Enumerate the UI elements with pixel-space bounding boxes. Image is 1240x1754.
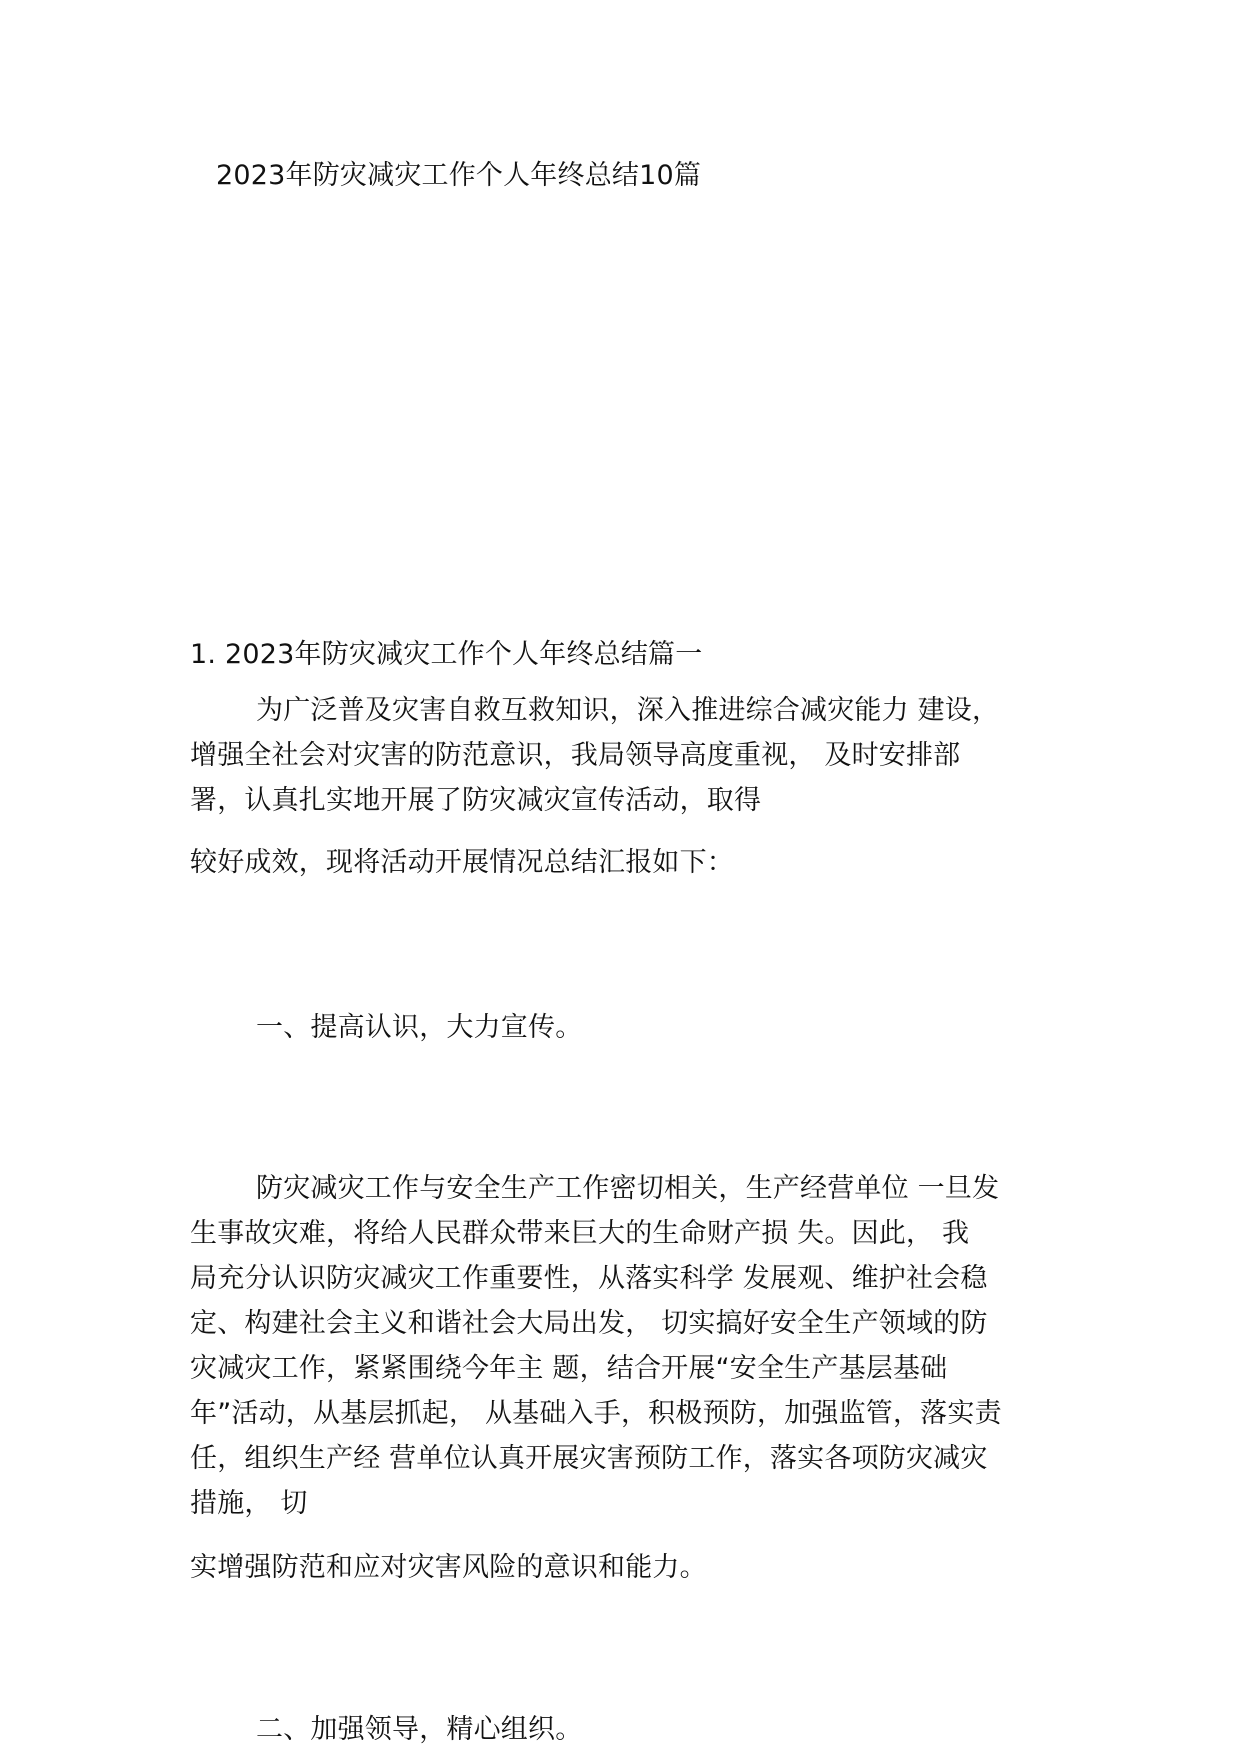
paragraph-1-line-2: 生事故灾难，将给人民群众带来巨大的生命财产损 失。因此， 我 bbox=[190, 1218, 970, 1249]
document-title: 2023年防灾减灾工作个人年终总结10篇 bbox=[216, 160, 702, 191]
intro-line-2: 增强全社会对灾害的防范意识，我局领导高度重视， 及时安排部 bbox=[190, 740, 961, 771]
paragraph-1-tail: 实增强防范和应对灾害风险的意识和能力。 bbox=[190, 1552, 707, 1583]
heading-1: 一、提高认识，大力宣传。 bbox=[256, 1012, 583, 1043]
intro-line-1: 为广泛普及灾害自救互救知识，深入推进综合减灾能力 建设， bbox=[256, 695, 1000, 726]
paragraph-1-line-7: 任，组织生产经 营单位认真开展灾害预防工作，落实各项防灾减灾 bbox=[190, 1443, 988, 1474]
paragraph-1-line-6: 年”活动，从基层抓起， 从基础入手，积极预防，加强监管，落实责 bbox=[190, 1398, 1002, 1429]
paragraph-1-line-4: 定、构建社会主义和谐社会大局出发， 切实搞好安全生产领域的防 bbox=[190, 1308, 988, 1339]
heading-2: 二、加强领导，精心组织。 bbox=[256, 1714, 583, 1745]
paragraph-1-line-8: 措施， 切 bbox=[190, 1488, 308, 1519]
intro-line-3: 署，认真扎实地开展了防灾减灾宣传活动，取得 bbox=[190, 785, 762, 816]
paragraph-1-line-5: 灾减灾工作，紧紧围绕今年主 题，结合开展“安全生产基层基础 bbox=[190, 1353, 948, 1384]
intro-tail: 较好成效，现将活动开展情况总结汇报如下： bbox=[190, 847, 734, 878]
paragraph-1-line-1: 防灾减灾工作与安全生产工作密切相关，生产经营单位 一旦发 bbox=[256, 1173, 1000, 1204]
paragraph-1-line-3: 局充分认识防灾减灾工作重要性，从落实科学 发展观、维护社会稳 bbox=[190, 1263, 988, 1294]
section-heading: 1. 2023年防灾减灾工作个人年终总结篇一 bbox=[190, 639, 703, 670]
